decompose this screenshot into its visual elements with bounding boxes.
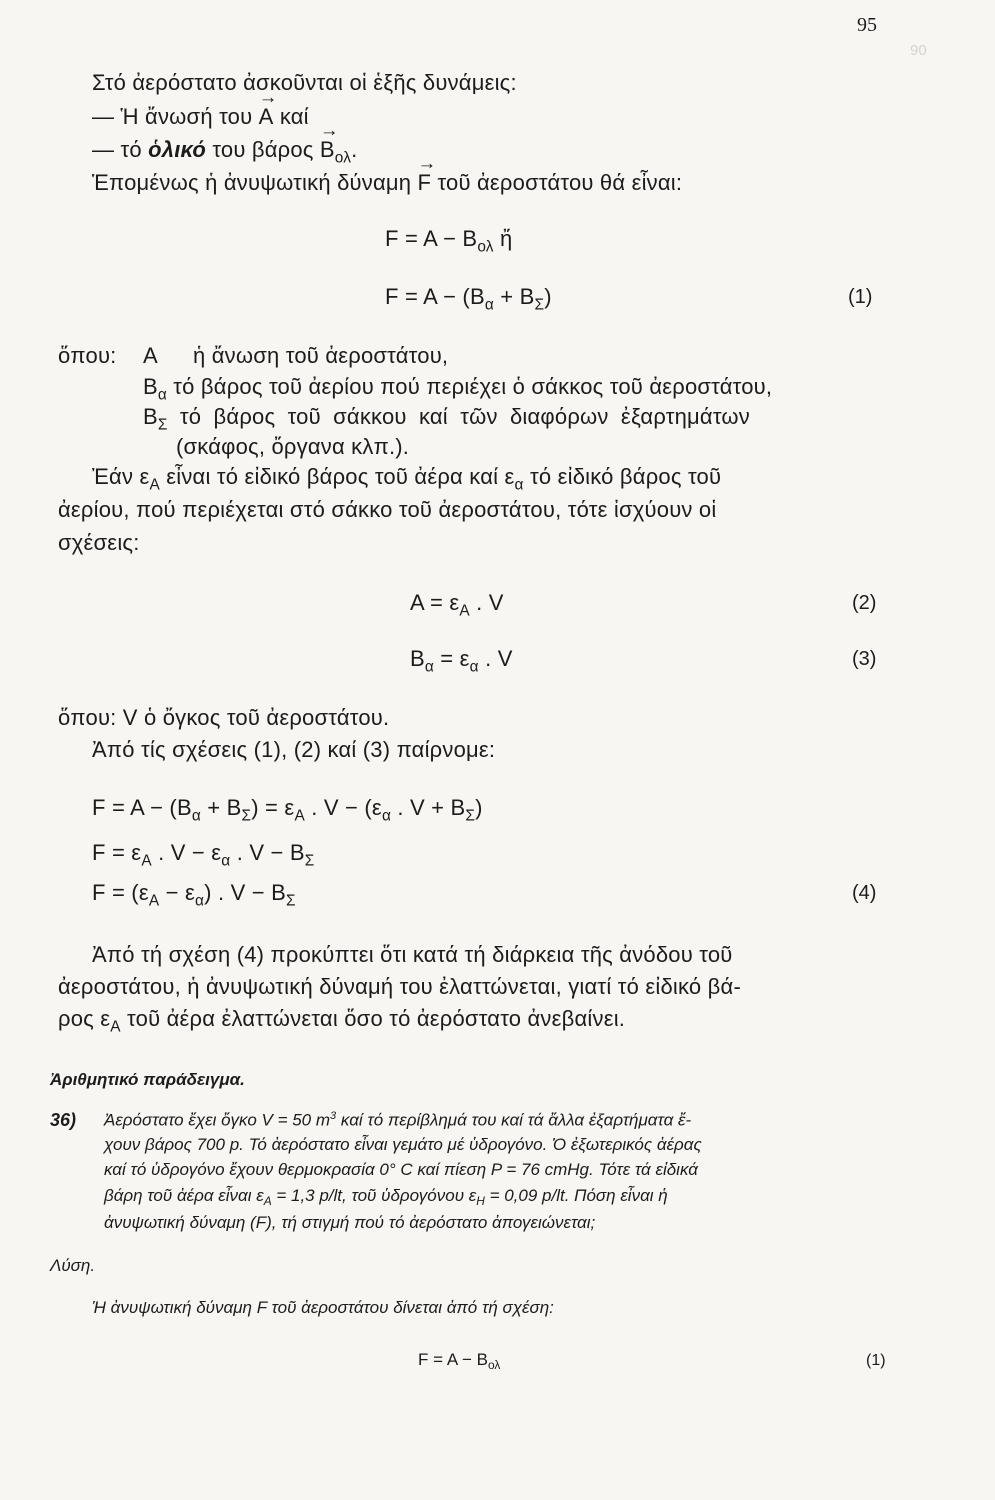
- equation-final-sub: ολ: [487, 1358, 501, 1373]
- equation-4a-s3: Α: [294, 807, 305, 825]
- where-b-desc: τό βάρος τοῦ ἀερίου πού περιέχει ὁ σάκκος τοῦ ἀεροστάτου,: [173, 374, 773, 399]
- para-2-p3: τό εἰδικό βάρος τοῦ: [523, 464, 722, 489]
- para-3-line-3-sub: Α: [110, 1018, 121, 1036]
- equation-4a-f: ): [475, 795, 483, 820]
- equation-4a-a: F = A − (B: [92, 795, 192, 820]
- para-3-line-2: ἀεροστάτου, ἡ ἀνυψωτική δύναμή του ἐλαττώνεται, γιατί τό εἰδικό βά-: [58, 974, 741, 999]
- equation-0-suffix: ἤ: [493, 226, 513, 251]
- intro-line-4-suffix: τοῦ ἀεροστάτου θά εἶναι:: [437, 170, 683, 195]
- problem-line-1-a: Ἀερόστατο ἔχει ὄγκο V = 50 m: [104, 1110, 331, 1130]
- equation-1-sub-a: α: [484, 296, 494, 314]
- equation-4a-s5: Σ: [465, 807, 476, 825]
- equation-0: [385, 226, 512, 256]
- where-s-desc: τό βάρος τοῦ σάκκου καί τῶν διαφόρων ἐξαρτημάτων: [179, 404, 750, 429]
- equation-3-part-c: . V: [478, 646, 513, 671]
- intro-line-2: [92, 104, 309, 130]
- solution-heading: Λύση.: [50, 1256, 96, 1275]
- equation-4b-b: . V − ε: [151, 840, 222, 865]
- equation-4a-b: + B: [200, 795, 242, 820]
- equation-4a-s1: α: [191, 807, 201, 825]
- equation-4c: [92, 880, 296, 910]
- intro-line-2-prefix: — Ἡ ἄνωσή του: [92, 104, 253, 129]
- problem-line-5: ἀνυψωτική δύναμη (F), τή στιγμή πού τό ἀερόστατο ἀπογειώνεται;: [104, 1213, 596, 1232]
- equation-4c-b: − ε: [159, 880, 196, 905]
- equation-4b-s3: Σ: [304, 852, 315, 870]
- problem-line-4-s2: H: [476, 1194, 485, 1209]
- intro-line-1: Στό ἀερόστατο ἀσκοῦνται οἱ ἑξῆς δυνάμεις:: [92, 70, 517, 95]
- intro-line-3-sub: ολ: [334, 149, 352, 167]
- equation-3-sub-1: α: [424, 658, 434, 676]
- equation-final-number: (1): [866, 1352, 886, 1369]
- problem-line-4-c: = 0,09 p/lt. Πόση εἶναι ἡ: [484, 1186, 668, 1205]
- where-s-desc-2: (σκάφος, ὄργανα κλπ.).: [176, 434, 410, 459]
- problem-number: 36): [50, 1110, 77, 1130]
- derivation-intro: Ἀπό τίς σχέσεις (1), (2) καί (3) παίρνομε:: [92, 737, 496, 762]
- equation-final-a: F = A − B: [418, 1350, 488, 1369]
- problem-line-1-sup: 3: [330, 1110, 337, 1122]
- where-s-sub: Σ: [157, 416, 168, 434]
- problem-line-1-b: καί τό περίβλημά του καί τά ἄλλα ἐξαρτήματα ἔ-: [336, 1110, 692, 1130]
- bleed-through-mark: 90: [910, 42, 927, 59]
- para-3-line-3-a: ρος ε: [58, 1006, 111, 1031]
- equation-4b-s1: Α: [141, 852, 152, 870]
- where-s-var: B: [143, 404, 158, 429]
- equation-2-part-b: . V: [469, 590, 504, 615]
- intro-line-3-bold: ὁλικό: [148, 137, 206, 162]
- equation-4c-s3: Σ: [286, 892, 296, 910]
- para-2-line-3: σχέσεις:: [58, 530, 140, 555]
- equation-1-part-c: ): [544, 284, 552, 309]
- para-2-line-2: ἀερίου, πού περιέχεται στό σάκκο τοῦ ἀεροστάτου, τότε ἰσχύουν οἱ: [58, 497, 717, 522]
- equation-4b-a: F = ε: [92, 840, 142, 865]
- example-heading: Ἀριθμητικό παράδειγμα.: [50, 1070, 245, 1089]
- vector-f: → F: [418, 170, 432, 196]
- intro-line-4-prefix: Ἑπομένως ἡ ἀνυψωτική δύναμη: [92, 170, 412, 195]
- equation-1-sub-b: Σ: [534, 296, 545, 314]
- equation-4a-d: . V − (ε: [304, 795, 382, 820]
- where-b-row: [143, 374, 772, 404]
- vector-b-ol: [320, 137, 335, 163]
- equation-4b-s2: α: [221, 852, 231, 870]
- equation-1-number: (1): [848, 286, 873, 308]
- problem-line-4-s1: A: [263, 1194, 272, 1209]
- intro-line-3-var: B: [319, 137, 335, 162]
- problem-line-4-a: βάρη τοῦ ἀέρα εἶναι ε: [104, 1186, 264, 1205]
- equation-3: [410, 646, 513, 676]
- equation-2: [410, 590, 504, 620]
- problem-line-1: [104, 1110, 691, 1131]
- equation-4c-s2: α: [195, 892, 205, 910]
- para-2-p2: εἶναι τό εἰδικό βάρος τοῦ ἀέρα καί ε: [159, 464, 515, 489]
- intro-line-3-mid: του βάρος: [212, 137, 314, 162]
- page-number: 95: [857, 14, 877, 36]
- where-a-desc: ἡ ἄνωση τοῦ ἀεροστάτου,: [193, 343, 449, 368]
- equation-2-number: (2): [852, 592, 877, 614]
- equation-3-number: (3): [852, 648, 877, 670]
- equation-4a-s2: Σ: [241, 807, 252, 825]
- para-2-p2-sub: α: [514, 476, 524, 494]
- equation-final: [418, 1350, 500, 1372]
- equation-3-sub-2: α: [469, 658, 479, 676]
- equation-4b: [92, 840, 314, 870]
- equation-0-sub: ολ: [477, 238, 494, 256]
- solution-line: Ἡ ἀνυψωτική δύναμη F τοῦ ἀεροστάτου δίνεται ἀπό τή σχέση:: [92, 1298, 554, 1317]
- vector-a: → A: [259, 104, 274, 130]
- equation-4a: [92, 795, 483, 825]
- problem-line-3: καί τό ὑδρογόνο ἔχουν θερμοκρασία 0° C καί πίεση P = 76 cmHg. Τότε τά εἰδικά: [104, 1160, 698, 1179]
- where-label: ὅπου:: [58, 343, 117, 368]
- equation-4a-e: . V + B: [391, 795, 466, 820]
- problem-line-4: [104, 1186, 668, 1208]
- where-s-row: [143, 404, 750, 434]
- equation-1: [385, 284, 552, 314]
- equation-4-number: (4): [852, 882, 877, 904]
- para-3-line-3-b: τοῦ ἀέρα ἐλαττώνεται ὅσο τό ἀερόστατο ἀνεβαίνει.: [120, 1006, 626, 1031]
- equation-1-part-b: + B: [493, 284, 535, 309]
- where-a-var: A: [143, 343, 158, 368]
- intro-line-3-suffix: .: [351, 137, 358, 162]
- equation-3-part-b: = ε: [433, 646, 470, 671]
- intro-line-2-suffix: καί: [279, 104, 309, 129]
- para-2-line-1: [92, 464, 721, 494]
- para-3-line-3: [58, 1006, 625, 1036]
- equation-1-part-a: F = A − (B: [385, 284, 485, 309]
- equation-0-lhs: F = A − B: [385, 226, 478, 251]
- intro-line-3-prefix: — τό: [92, 137, 142, 162]
- para-3-line-1: Ἀπό τή σχέση (4) προκύπτει ὅτι κατά τή διάρκεια τῆς ἀνόδου τοῦ: [92, 942, 733, 967]
- intro-line-3: [92, 137, 357, 167]
- where-volume: ὅπου: V ὁ ὄγκος τοῦ ἀεροστάτου.: [58, 705, 390, 730]
- equation-2-sub: Α: [459, 602, 470, 620]
- equation-4c-s1: Α: [148, 892, 160, 910]
- equation-4a-s4: α: [381, 807, 392, 825]
- equation-4a-c: ) = ε: [251, 795, 295, 820]
- equation-4c-a: F = (ε: [92, 880, 149, 905]
- intro-line-4: [92, 170, 682, 196]
- equation-3-part-a: B: [410, 646, 425, 671]
- problem-line-2: χουν βάρος 700 p. Τό ἀερόστατο εἶναι γεμάτο μέ ὑδρογόνο. Ὁ ἐξωτερικός ἀέρας: [104, 1135, 702, 1154]
- equation-4c-c: ) . V − B: [204, 880, 287, 905]
- where-b-var: B: [143, 374, 158, 399]
- problem-line-4-b: = 1,3 p/lt, τοῦ ὑδρογόνου ε: [271, 1186, 477, 1205]
- equation-4b-c: . V − B: [230, 840, 305, 865]
- equation-2-part-a: A = ε: [410, 590, 460, 615]
- where-b-sub: α: [157, 386, 167, 404]
- para-2-p1-sub: Α: [149, 476, 160, 494]
- para-2-p1: Ἐάν ε: [92, 464, 150, 489]
